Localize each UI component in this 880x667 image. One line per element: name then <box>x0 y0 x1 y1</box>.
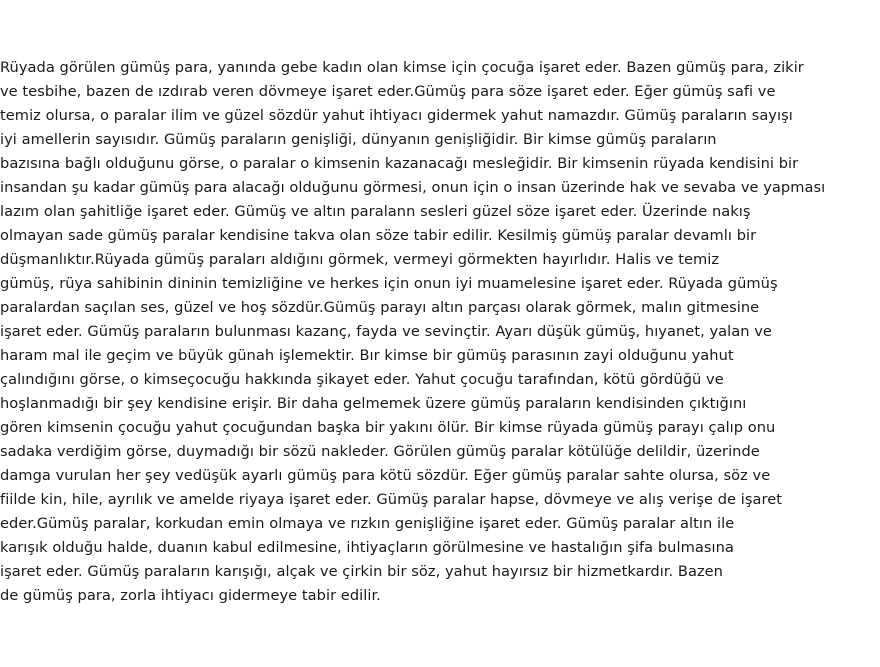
text-line: çalındığını görse, o kimseçocuğu hakkında şikayet eder. Yahut çocuğu tarafından, kötü gördüğü ve <box>0 371 724 388</box>
text-line: işaret eder. Gümüş paraların karışığı, alçak ve çirkin bir söz, yahut hayırsız bir hizmetkardır. Bazen <box>0 563 723 580</box>
text-line: insandan şu kadar gümüş para alacağı olduğunu görmesi, onun için o insan üzerinde hak ve sevaba ve yapması <box>0 179 826 196</box>
text-line: gümüş, rüya sahibinin dininin temizliğine ve herkes için onun iyi muamelesine işaret eder. Rüyada gümüş <box>0 275 778 292</box>
text-line: bazısına bağlı olduğunu görse, o paralar o kimsenin kazanacağı mesleğidir. Bir kimsenin rüyada kendisini bir <box>0 155 799 172</box>
text-line: fiilde kin, hile, ayrılık ve amelde riyaya işaret eder. Gümüş paralar hapse, dövmeye ve alış verişe de işaret <box>0 491 783 508</box>
text-line: karışık olduğu halde, duanın kabul edilmesine, ihtiyaçların görülmesine ve hastalığın şifa bulmasına <box>0 539 734 556</box>
text-line: hoşlanmadığı bir şey kendisine erişir. Bir daha gelmemek üzere gümüş paraların kendisinden çıktığını <box>0 395 747 412</box>
text-line: temiz olursa, o paralar ilim ve güzel sözdür yahut ihtiyacı gidermek yahut namazdır. Gümüş paraların sayışı <box>0 107 793 124</box>
text-line: düşmanlıktır.Rüyada gümüş paraları aldığını görmek, vermeyi görmekten hayırlıdır. Halis ve temiz <box>0 251 720 268</box>
text-line: de gümüş para, zorla ihtiyacı gidermeye tabir edilir. <box>0 587 381 604</box>
article-body <box>0 56 880 608</box>
text-line: sadaka verdiğim görse, duymadığı bir sözü nakleder. Görülen gümüş paralar kötülüğe delildir, üzerinde <box>0 443 760 460</box>
text-line: iyi amellerin sayısıdır. Gümüş paraların genişliği, dünyanın genişliğidir. Bir kimse gümüş paraların <box>0 131 717 148</box>
text-line: gören kimsenin çocuğu yahut çocuğundan başka bir yakını ölür. Bir kimse rüyada gümüş parayı çalıp onu <box>0 419 776 436</box>
text-line: Rüyada görülen gümüş para, yanında gebe kadın olan kimse için çocuğa işaret eder. Bazen gümüş para, zikir <box>0 59 804 76</box>
text-line: eder.Gümüş paralar, korkudan emin olmaya ve rızkın genişliğine işaret eder. Gümüş paralar altın ile <box>0 515 735 532</box>
text-line: haram mal ile geçim ve büyük günah işlemektir. Bır kimse bir gümüş parasının zayi olduğunu yahut <box>0 347 734 364</box>
text-line: paralardan saçılan ses, güzel ve hoş sözdür.Gümüş parayı altın parçası olarak görmek, malın gitmesine <box>0 299 760 316</box>
text-line: ve tesbihe, bazen de ızdırab veren dövmeye işaret eder.Gümüş para söze işaret eder. Eğer gümüş safi ve <box>0 83 776 100</box>
text-line: damga vurulan her şey vedüşük ayarlı gümüş para kötü sözdür. Eğer gümüş paralar sahte olursa, söz ve <box>0 467 771 484</box>
text-line: olmayan sade gümüş paralar kendisine takva olan söze tabir edilir. Kesilmiş gümüş paralar devamlı bir <box>0 227 757 244</box>
text-line: lazım olan şahitliğe işaret eder. Gümüş ve altın paralann sesleri güzel söze işaret eder. Üzerinde nakış <box>0 203 751 220</box>
text-line: işaret eder. Gümüş paraların bulunması kazanç, fayda ve sevinçtir. Ayarı düşük gümüş, hıyanet, yalan ve <box>0 323 772 340</box>
